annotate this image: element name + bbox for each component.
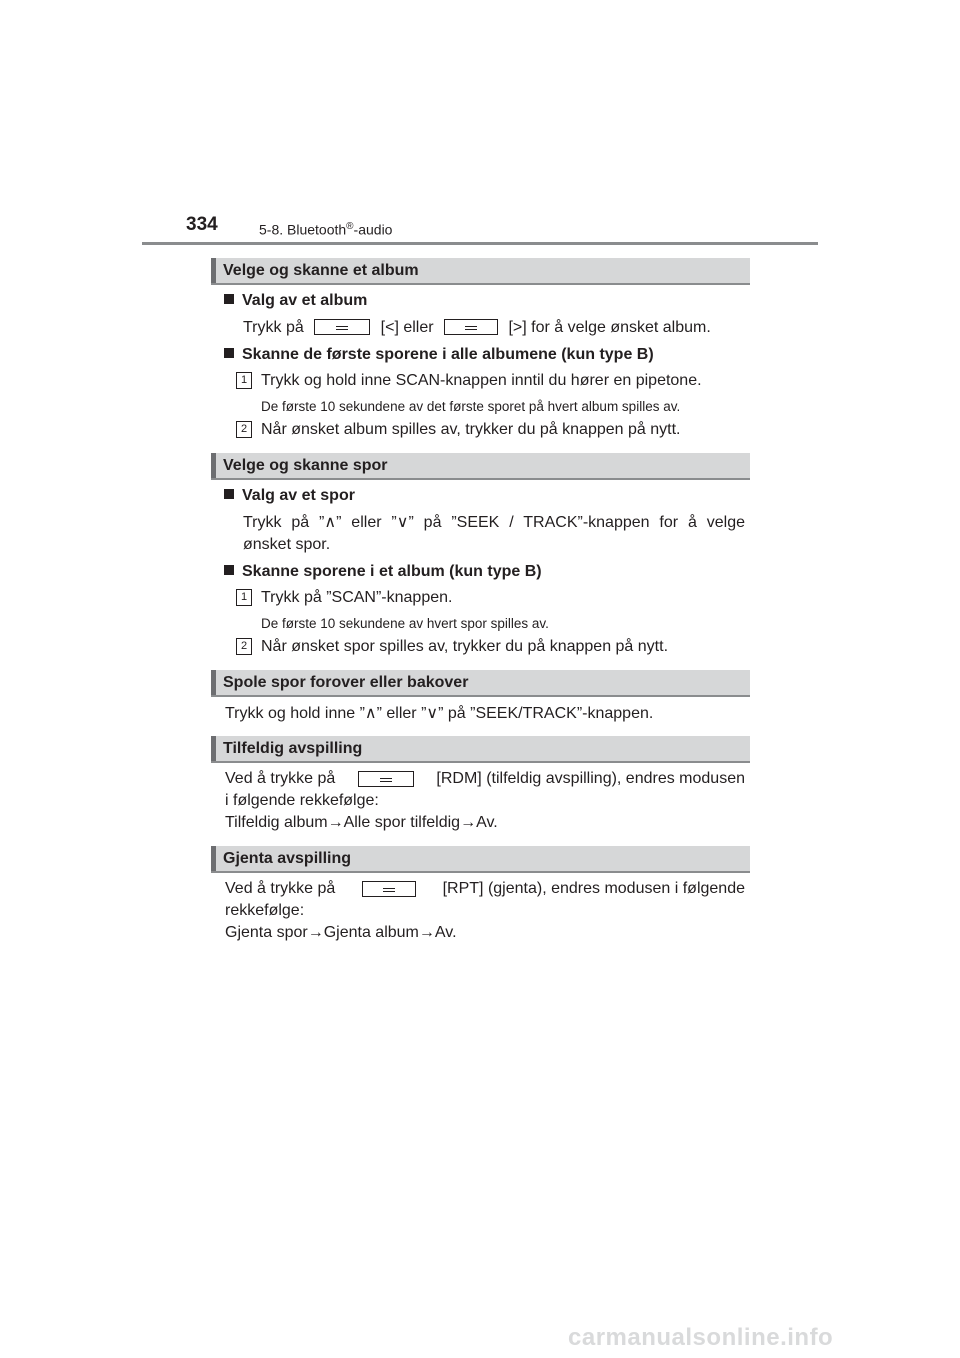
step-number: 1 (236, 589, 252, 606)
random-text-line3: Tilfeldig album→Alle spor tilfeldig→Av. (225, 814, 498, 831)
repeat-text-line1: Ved å trykke på [RPT] (gjenta), endres modusen i følgende (225, 880, 745, 897)
random-text-line1: Ved å trykke på [RDM] (tilfeldig avspilling), endres modusen (225, 770, 745, 787)
select-track-text: ønsket spor. (243, 536, 331, 553)
step-text: Når ønsket album spilles av, trykker du på knappen på nytt. (261, 421, 681, 438)
header-divider (142, 242, 818, 245)
repeat-text-line2: rekkefølge: (225, 902, 305, 919)
random-text-line2: i følgende rekkefølge: (225, 792, 379, 809)
step-number: 1 (236, 372, 252, 389)
select-album-text: Trykk på [<] eller [>] for å velge ønsket album. (243, 319, 711, 336)
section-header-repeat (211, 846, 750, 873)
section-header-seek (211, 670, 750, 697)
step-text: Når ønsket spor spilles av, trykker du på knappen på nytt. (261, 638, 669, 655)
watermark: carmanualsonline.info (568, 1324, 834, 1351)
subheading-scan-album: Skanne de første sporene i alle albumene (kun type B) (224, 344, 654, 366)
subheading-scan-track: Skanne sporene i et album (kun type B) (224, 561, 542, 583)
section-accent (211, 670, 216, 695)
step-text: Trykk på ”SCAN”-knappen. (261, 589, 453, 606)
select-track-text: Trykk på ”∧” eller ”∨” på ”SEEK / TRACK”-knappen for å velge (243, 514, 745, 531)
step-note: De første 10 sekundene av hvert spor spilles av. (261, 616, 549, 631)
button-icon (444, 319, 498, 335)
section-title: Velge og skanne et album (223, 262, 419, 279)
section-title: Velge og skanne spor (223, 457, 388, 474)
bullet-square-icon (224, 489, 234, 499)
button-icon (358, 771, 414, 787)
section-accent (211, 453, 216, 478)
section-header-random (211, 736, 750, 763)
button-icon (314, 319, 370, 335)
section-title: Tilfeldig avspilling (223, 740, 363, 757)
button-icon (362, 881, 416, 897)
step-number: 2 (236, 638, 252, 655)
section-accent (211, 258, 216, 283)
step-number: 2 (236, 421, 252, 438)
section-accent (211, 846, 216, 871)
repeat-text-line3: Gjenta spor→Gjenta album→Av. (225, 924, 457, 941)
bullet-square-icon (224, 294, 234, 304)
step-note: De første 10 sekundene av det første sporet på hvert album spilles av. (261, 399, 681, 414)
section-title: Spole spor forover eller bakover (223, 674, 469, 691)
step-text: Trykk og hold inne SCAN-knappen inntil du hører en pipetone. (261, 372, 702, 389)
subheading-select-album: Valg av et album (224, 290, 367, 312)
section-header-album (211, 258, 750, 285)
section-title: Gjenta avspilling (223, 850, 352, 867)
bullet-square-icon (224, 348, 234, 358)
chapter-title: 5-8. Bluetooth®-audio (259, 221, 393, 238)
section-accent (211, 736, 216, 761)
seek-text: Trykk og hold inne ”∧” eller ”∨” på ”SEEK/TRACK”-knappen. (225, 705, 654, 722)
page-number: 334 (186, 214, 218, 235)
bullet-square-icon (224, 565, 234, 575)
subheading-select-track: Valg av et spor (224, 485, 355, 507)
section-header-track (211, 453, 750, 480)
